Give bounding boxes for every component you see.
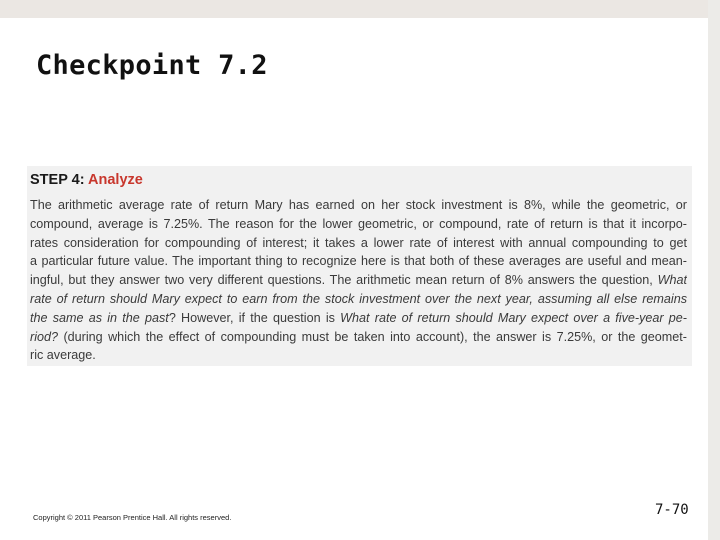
step-name: Analyze <box>88 172 143 188</box>
paragraph-line <box>30 346 687 365</box>
text-segment: The arithmetic average rate of return Mary has earned on her stock investment is 8%, while the geometric, or <box>30 198 687 212</box>
text-segment: ingful, but they answer two very different questions. The arithmetic mean return of 8% answers the question, <box>30 273 658 288</box>
step-label: STEP 4: <box>30 172 85 188</box>
slide-title: Checkpoint 7.2 <box>36 50 268 81</box>
italic-text: What <box>657 273 687 288</box>
italic-text: the same as in the past <box>30 310 169 325</box>
paragraph-line <box>30 328 687 347</box>
paragraph-line <box>30 252 687 271</box>
text-segment: compound, average is 7.25%. The reason for the lower geometric, or compound, rate of return is that it incorpo- <box>30 216 687 231</box>
text-segment: ? However, if the question is <box>168 310 341 325</box>
step-heading <box>30 172 143 188</box>
page-number: 7-70 <box>655 502 689 518</box>
copyright-notice: Copyright © 2011 Pearson Prentice Hall. All rights reserved. <box>33 513 232 522</box>
text-segment: ric average. <box>30 348 96 363</box>
right-band <box>708 0 720 540</box>
italic-text: What rate of return should Mary expect over a five-year pe- <box>340 310 687 325</box>
paragraph-line <box>30 234 687 253</box>
paragraph-line <box>30 309 687 328</box>
text-segment: rates consideration for compounding of interest; it takes a lower rate of interest with annual compounding to get <box>30 235 687 250</box>
paragraph-line <box>30 271 687 290</box>
analysis-paragraph <box>30 196 687 365</box>
italic-text: rate of return should Mary expect to earn from the stock investment over the next year, assuming all else remains <box>30 291 687 306</box>
paragraph-line <box>30 196 687 215</box>
text-segment: a particular future value. The important thing to recognize here is that both of these averages are useful and mean- <box>30 254 687 269</box>
paragraph-line <box>30 215 687 234</box>
paragraph-line <box>30 290 687 309</box>
text-segment: (during which the effect of compounding must be taken into account), the answer is 7.25%, or the geomet- <box>58 329 687 344</box>
top-band <box>0 0 720 18</box>
italic-text: riod? <box>30 329 59 344</box>
